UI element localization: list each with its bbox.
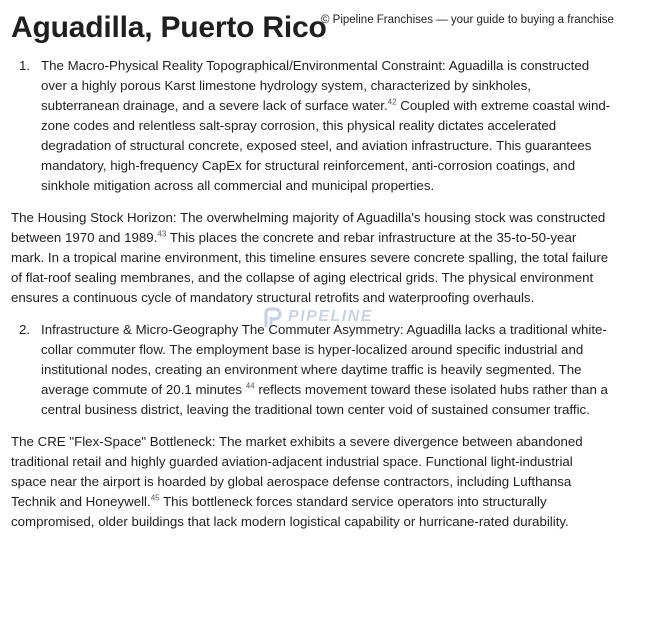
list-item-2 [11,320,611,420]
list-item-text: Coupled with extreme coastal wind-zone codes and relentless salt-spray corrosion, this physical reality dictates accelerated degradation of structural concrete, exposed steel, and aviation infrastructure. This guarantees mandatory, high-frequency CapEx for structural reinforcement, anti-corrosion coatings, and sinkhole mitigation across all commercial and municipal properties. [41,98,611,193]
list-item-text: reflects movement toward these isolated hubs rather than a central business district, leaving the traditional town center void of sustained consumer traffic. [41,382,608,417]
paragraph-text: This bottleneck forces standard service operators into structurally compromised, older buildings that lack modern logistical capability or hurricane-rated durability. [11,494,569,529]
paragraph-housing-stock [11,208,611,308]
list-item-text: Infrastructure & Micro-Geography The Commuter Asymmetry: Aguadilla lacks a traditional white-collar commuter flow. The employment base is hyper-localized around specific industrial and institutional nodes, creating an environment where daytime traffic is heavily segmented. The average commute of 20.1 minutes [41,322,607,397]
footnote-ref-42[interactable]: 42 [387,97,397,107]
footnote-ref-44[interactable]: 44 [245,381,255,391]
numbered-list-2 [11,320,611,420]
document-body [11,56,611,532]
numbered-list-1 [11,56,611,196]
copyright-notice: © Pipeline Franchises — your guide to buying a franchise [321,14,614,26]
page-header [11,8,641,48]
paragraph-text: The Housing Stock Horizon: The overwhelming majority of Aguadilla's housing stock was constructed between 1970 and 1989. [11,210,606,245]
list-number: 2. [19,322,31,337]
paragraph-text: This places the concrete and rebar infrastructure at the 35-to-50-year mark. In a tropical marine environment, this timeline ensures severe concrete spalling, the total failure of flat-roof sealing membranes, and the collapse of aging electrical grids. The physical environment ensures a continuous cycle of mandatory structural retrofits and waterproofing overhauls. [11,230,609,305]
list-number: 1. [19,58,31,73]
page-title: Aguadilla, Puerto Rico [11,11,327,44]
footnote-ref-43[interactable]: 43 [157,229,167,239]
list-item-text: The Macro-Physical Reality Topographical/Environmental Constraint: Aguadilla is constructed over a highly porous Karst limestone hydrology system, characterized by sinkholes, subterranean drainage, and a severe lack of surface water. [41,58,590,113]
paragraph-text: The CRE "Flex-Space" Bottleneck: The market exhibits a severe divergence between abandoned traditional retail and highly guarded aviation-adjacent industrial space. Functional light-industrial space near the airport is hoarded by global aerospace defense contractors, including Lufthansa Technik and Honeywell. [11,434,583,509]
paragraph-flex-space [11,432,611,532]
footnote-ref-45[interactable]: 45 [150,493,160,503]
list-item-1 [11,56,611,196]
watermark-text: PIPELINE [288,308,373,325]
